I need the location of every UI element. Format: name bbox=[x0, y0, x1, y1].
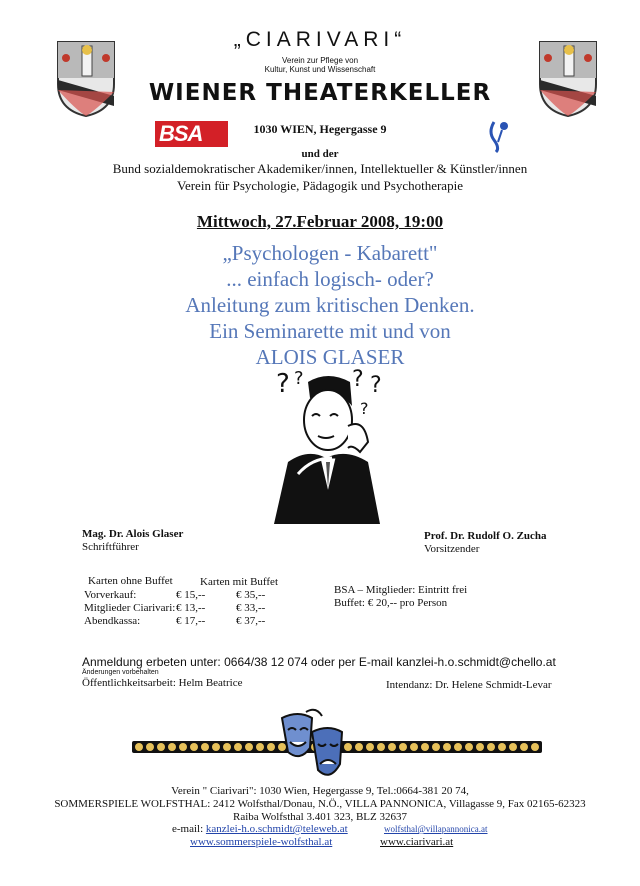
registration-line: Anmeldung erbeten unter: 0664/38 12 074 oder per E-mail kanzlei-h.o.schmidt@chello.at bbox=[82, 655, 556, 669]
svg-text:?: ? bbox=[276, 369, 290, 399]
website-link-sommerspiele[interactable]: www.sommerspiele-wolfsthal.at bbox=[190, 836, 333, 848]
email-label: e-mail: bbox=[172, 823, 204, 835]
event-title-block bbox=[180, 240, 480, 370]
theater-masks-icon bbox=[276, 708, 348, 786]
event-date: Mittwoch, 27.Februar 2008, 19:00 bbox=[196, 212, 444, 231]
price-row-without: € 17,-- bbox=[176, 615, 206, 627]
price-row-label: Abendkassa: bbox=[84, 615, 141, 627]
price-header-with-buffet: Karten mit Buffet bbox=[200, 576, 278, 588]
website-link-ciarivari[interactable]: www.ciarivari.at bbox=[380, 836, 454, 848]
email-link-kanzlei[interactable]: kanzlei-h.o.schmidt@teleweb.at bbox=[205, 823, 348, 835]
association-subtitle-1: Verein zur Pflege von bbox=[281, 56, 359, 65]
verein-text: Verein für Psychologie, Pädagogik und Psychotherapie bbox=[177, 178, 463, 193]
thinking-man-illustration-icon bbox=[268, 362, 394, 524]
price-row-without: € 13,-- bbox=[176, 602, 206, 614]
bsa-members-info: BSA – Mitglieder: Eintritt frei bbox=[334, 584, 468, 596]
event-title-line: „Psychologen - Kabarett" bbox=[222, 241, 438, 265]
buffet-info: Buffet: € 20,-- pro Person bbox=[334, 597, 448, 609]
price-row-with: € 33,-- bbox=[236, 602, 266, 614]
email-link-wolfsthal[interactable]: wolfsthal@villapannonica.at bbox=[384, 824, 488, 834]
svg-text:?: ? bbox=[370, 373, 382, 398]
changes-reserved: Änderungen vorbehalten bbox=[82, 669, 159, 676]
svg-text:?: ? bbox=[360, 399, 369, 418]
bsa-logo: BSA bbox=[155, 121, 228, 147]
intendant: Intendanz: Dr. Helene Schmidt-Levar bbox=[386, 679, 552, 691]
footer-line-1: Verein " Ciarivari": 1030 Wien, Hegergasse 9, Tel.:0664-381 20 74, bbox=[171, 785, 469, 797]
signature-left-role: Schriftführer bbox=[82, 541, 139, 553]
price-row-label: Mitglieder Ciarivari: bbox=[84, 602, 176, 614]
event-title-line: Anleitung zum kritischen Denken. bbox=[185, 293, 475, 317]
price-row-with: € 35,-- bbox=[236, 589, 266, 601]
signature-right-name: Prof. Dr. Rudolf O. Zucha bbox=[424, 530, 547, 542]
association-subtitle-2: Kultur, Kunst und Wissenschaft bbox=[264, 65, 376, 74]
event-title-line: ... einfach logisch- oder? bbox=[226, 267, 434, 291]
bund-text: Bund sozialdemokratischer Akademiker/innen, Intellektueller & Künstler/innen bbox=[112, 161, 528, 176]
association-name: „CIARIVARI“ bbox=[233, 28, 407, 51]
footer-email-row bbox=[172, 823, 348, 835]
price-header-no-buffet: Karten ohne Buffet bbox=[88, 575, 173, 587]
venue-title: WIENER THEATERKELLER bbox=[148, 80, 492, 106]
event-title-line: Ein Seminarette mit und von bbox=[209, 319, 451, 343]
price-row-without: € 15,-- bbox=[176, 589, 206, 601]
signature-left-name: Mag. Dr. Alois Glaser bbox=[82, 528, 184, 540]
footer-line-2: SOMMERSPIELE WOLFSTHAL: 2412 Wolfsthal/Donau, N.Ö., VILLA PANNONICA, Villagasse 9, Fax 02165-62323 bbox=[54, 798, 586, 810]
event-title-line: ALOIS GLASER bbox=[255, 345, 405, 369]
price-row-with: € 37,-- bbox=[236, 615, 266, 627]
price-row-label: Vorverkauf: bbox=[84, 589, 137, 601]
venue-address: 1030 WIEN, Hegergasse 9 bbox=[253, 122, 387, 136]
signature-right-role: Vorsitzender bbox=[424, 543, 480, 555]
und-der-text: und der bbox=[301, 148, 339, 160]
svg-text:?: ? bbox=[352, 367, 364, 392]
footer-line-3: Raiba Wolfsthal 3.401 323, BLZ 32637 bbox=[233, 811, 407, 823]
pr-contact: Öffentlichkeitsarbeit: Helm Beatrice bbox=[82, 677, 243, 689]
svg-text:?: ? bbox=[294, 368, 304, 389]
